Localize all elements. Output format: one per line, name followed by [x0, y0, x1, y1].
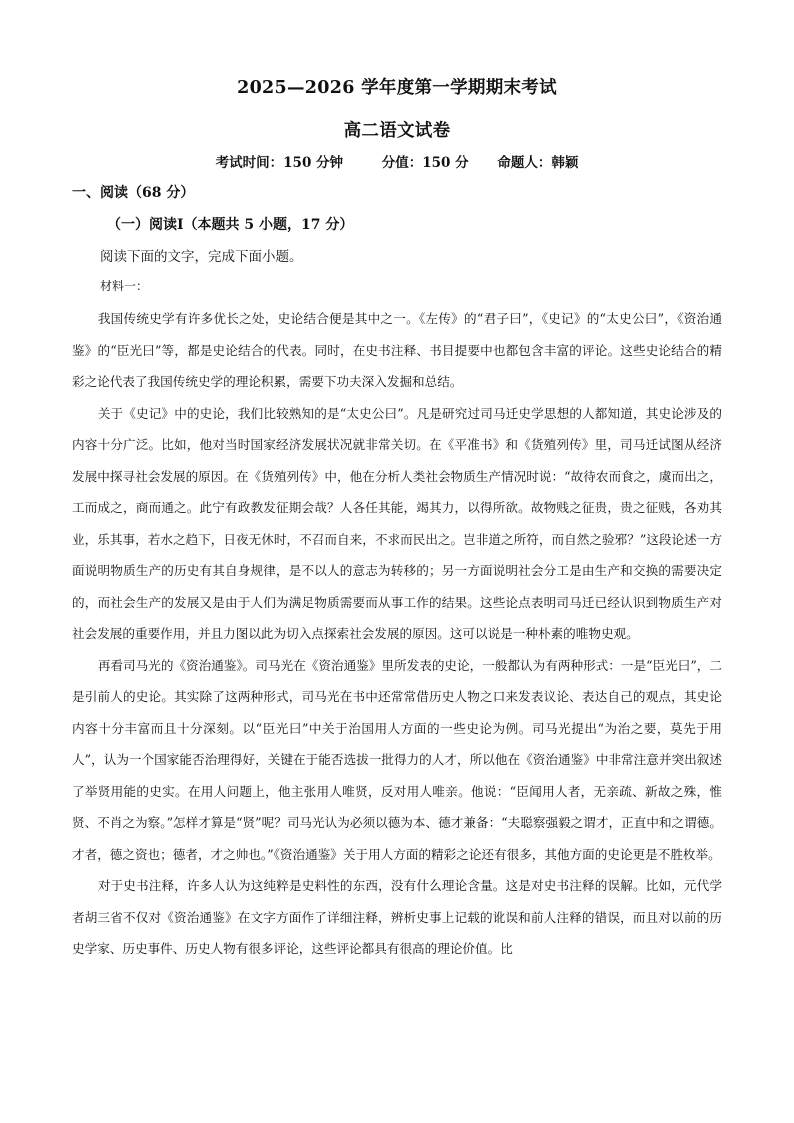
exam-author: 命题人：韩颖 [497, 155, 579, 171]
reading-instruction: 阅读下面的文字，完成下面小题。 [100, 249, 303, 265]
reading-passage [72, 303, 722, 965]
passage-paragraph: 关于《史记》中的史论，我们比较熟知的是“太史公曰”。凡是研究过司马迁史学思想的人都知道，其史论涉及的内容十分广泛。比如，他对当时国家经济发展状况就非常关切。在《平准书》和《货殖列传》里，司马迁试图从经济发展中探寻社会发展的原因。在《货殖列传》中，他在分析人类社会物质生产情况时说：“故待农而食之，虞而出之，工而成之，商而通之。此宁有政教发征期会哉？人各任其能，竭其力，以得所欲。故物贱之征贵，贵之征贱，各劝其业，乐其事，若水之趋下，日夜无休时，不召而自来，不求而民出之。岂非道之所符，而自然之验邪？”这段论述一方面说明物质生产的历史有其自身规律，是不以人的意志为转移的；另一方面说明社会分工是由生产和交换的需要决定的，而社会生产的发展又是由于人们为满足物质需要而从事工作的结果。这些论点表明司马迁已经认识到物质生产对社会发展的重要作用，并且力图以此为切入点探索社会发展的原因。这可以说是一种朴素的唯物史观。 [72, 405, 722, 641]
passage-paragraph: 再看司马光的《资治通鉴》。司马光在《资治通鉴》里所发表的史论，一般都认为有两种形式：一是“臣光曰”，二是引前人的史论。其实除了这两种形式，司马光在书中还常常借历史人物之口来发表议论、表达自己的观点，其史论内容十分丰富而且十分深刻。以“臣光曰”中关于治国用人方面的一些史论为例。司马光提出“为治之要，莫先于用人”，认为一个国家能否治理得好，关键在于能否选拔一批得力的人才，所以他在《资治通鉴》中非常注意并突出叙述了举贤用能的史实。在用人问题上，他主张用人唯贤，反对用人唯亲。他说：“臣闻用人者，无亲疏、新故之殊，惟贤、不肖之为察。”怎样才算是“贤”呢？司马光认为必须以德为本、德才兼备：“夫聪察强毅之谓才，正直中和之谓德。才者，德之资也；德者，才之帅也。”《资治通鉴》关于用人方面的精彩之论还有很多，其他方面的史论更是不胜枚举。 [72, 657, 722, 862]
exam-score: 分值：150 分 [381, 155, 469, 171]
exam-meta [0, 151, 794, 171]
material-label: 材料一： [100, 279, 149, 293]
section-heading: 一、阅读（68 分） [72, 185, 195, 201]
exam-time: 考试时间：150 分钟 [215, 155, 344, 171]
subsection-heading: （一）阅读Ⅰ（本题共 5 小题，17 分） [107, 217, 354, 233]
exam-title: 2025—2026 学年度第一学期期末考试 [237, 78, 557, 98]
passage-paragraph: 对于史书注释，许多人认为这纯粹是史料性的东西，没有什么理论含量。这是对史书注释的误解。比如，元代学者胡三省不仅对《资治通鉴》在文字方面作了详细注释，辨析史事上记载的讹误和前人注释的错误，而且对以前的历史学家、历史事件、历史人物有很多评论，这些评论都具有很高的理论价值。比 [72, 878, 722, 956]
exam-subtitle: 高二语文试卷 [343, 121, 451, 141]
passage-paragraph: 我国传统史学有许多优长之处，史论结合便是其中之一。《左传》的“君子曰”，《史记》的“太史公曰”，《资治通鉴》的“臣光曰”等，都是史论结合的代表。同时，在史书注释、书目提要中也都包含丰富的评论。这些史论结合的精彩之论代表了我国传统史学的理论积累，需要下功夫深入发掘和总结。 [72, 311, 722, 389]
